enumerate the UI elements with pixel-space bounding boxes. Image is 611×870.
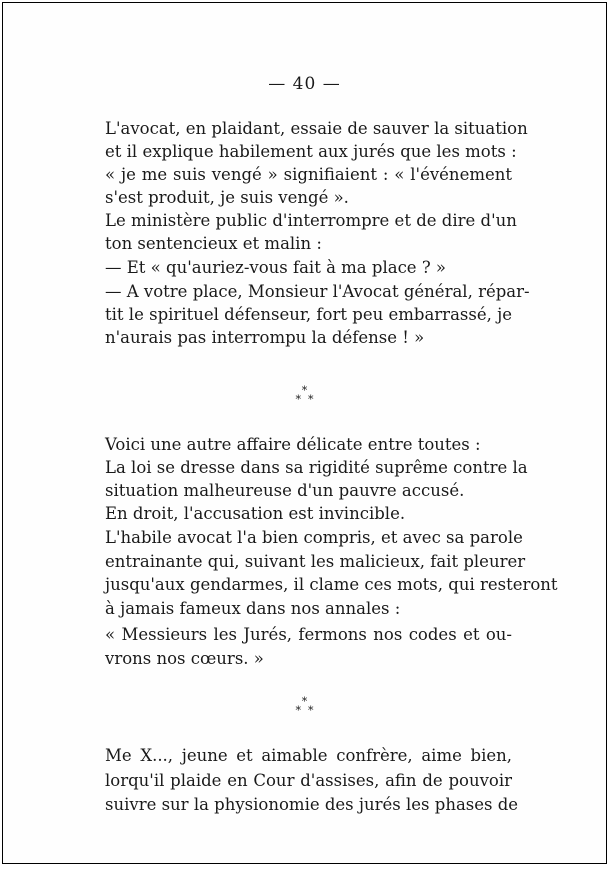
- text-line: jusqu'aux gendarmes, il clame ces mots, qui resteront: [105, 575, 558, 594]
- text-line: s'est produit, je suis vengé ».: [105, 188, 349, 207]
- asterism-star: *: [308, 393, 314, 406]
- text-line: L'habile avocat l'a bien compris, et avec sa parole: [105, 528, 523, 547]
- text-line: et il explique habilement aux jurés que les mots :: [105, 142, 517, 161]
- asterism-separator: [3, 386, 606, 404]
- text-line: suivre sur la physionomie des jurés les phases de: [105, 795, 519, 814]
- text-line: situation malheureuse d'un pauvre accusé.: [105, 481, 465, 500]
- text-line: Me X..., jeune et aimable confrère, aime bien,: [105, 746, 512, 765]
- asterism-star: *: [295, 704, 301, 717]
- text-line: vrons nos cœurs. »: [105, 649, 264, 668]
- text-line: Voici une autre affaire délicate entre toutes :: [105, 435, 481, 454]
- text-line: tit le spirituel défenseur, fort peu embarrassé, je: [105, 305, 512, 324]
- text-line: — A votre place, Monsieur l'Avocat général, répar-: [105, 282, 530, 301]
- asterism-star: *: [295, 393, 301, 406]
- text-line: La loi se dresse dans sa rigidité suprême contre la: [105, 458, 528, 477]
- text-line: lorqu'il plaide en Cour d'assises, afin de pouvoir: [105, 771, 512, 790]
- asterism-star: *: [308, 704, 314, 717]
- text-line: entrainante qui, suivant les malicieux, fait pleurer: [105, 552, 526, 571]
- text-line: « Messieurs les Jurés, fermons nos codes et ou-: [105, 625, 512, 644]
- text-line: — Et « qu'auriez-vous fait à ma place ? »: [105, 258, 447, 277]
- asterism-star: *: [301, 695, 308, 708]
- page-number: — 40 —: [268, 74, 341, 94]
- text-line: « je me suis vengé » signifiaient : « l'événement: [105, 165, 512, 184]
- text-line: L'avocat, en plaidant, essaie de sauver la situation: [105, 119, 528, 138]
- text-line: En droit, l'accusation est invincible.: [105, 504, 406, 523]
- asterism-star: *: [301, 384, 308, 397]
- text-line: Le ministère public d'interrompre et de dire d'un: [105, 211, 517, 230]
- asterism-separator: [3, 697, 606, 715]
- book-page: [2, 2, 607, 864]
- text-line: ton sentencieux et malin :: [105, 234, 322, 253]
- text-line: n'aurais pas interrompu la défense ! »: [105, 328, 425, 347]
- text-line: à jamais fameux dans nos annales :: [105, 599, 401, 618]
